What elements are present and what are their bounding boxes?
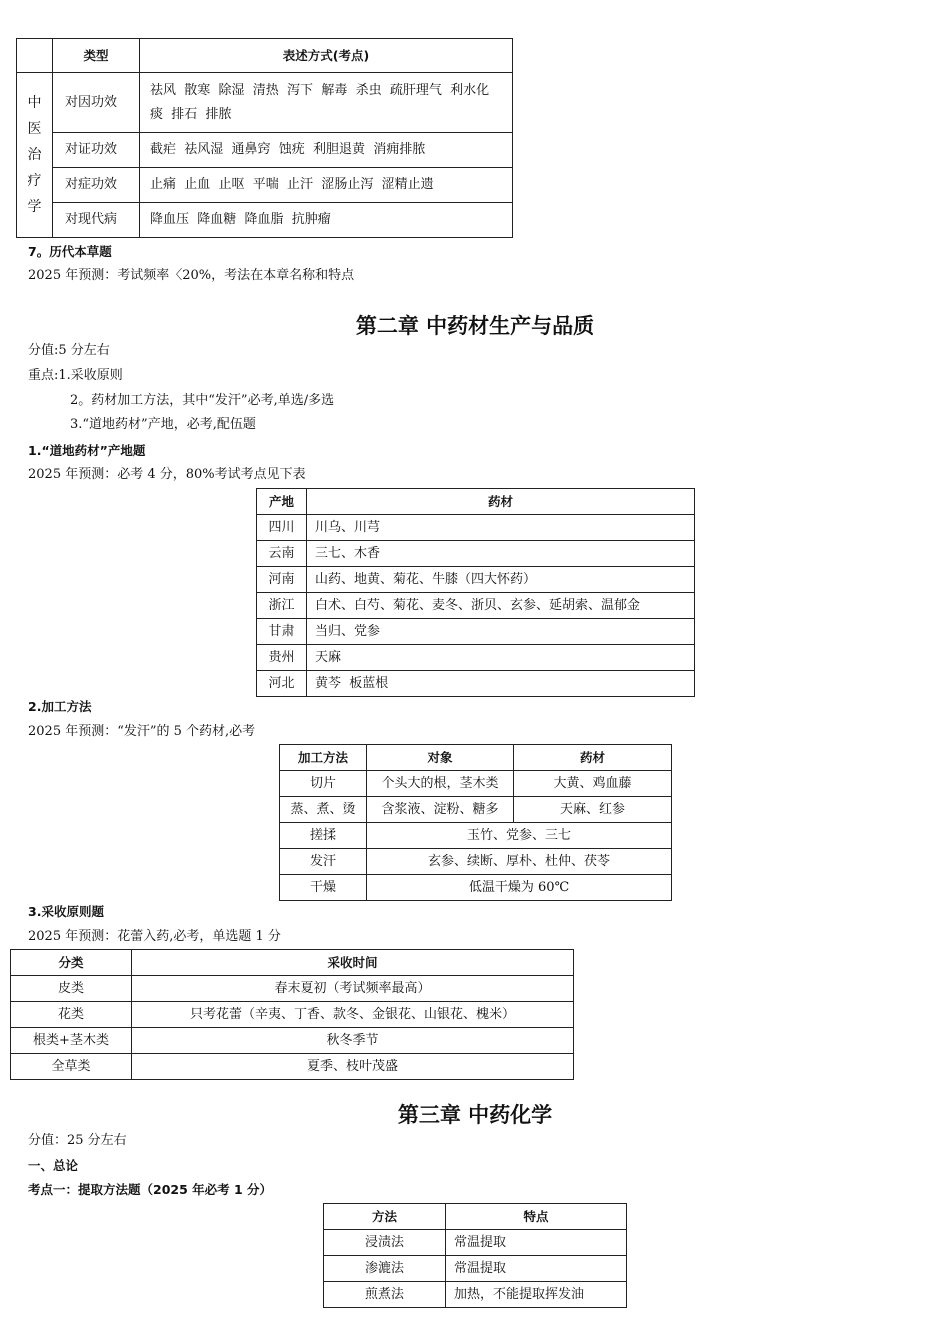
score-text: 分值:5 分左右 [28, 343, 110, 358]
table-cell: 皮类 [11, 976, 132, 1002]
table-row [324, 1256, 627, 1282]
table-cell: 搓揉 [280, 823, 367, 849]
table-cell: 当归、党参 [307, 619, 695, 645]
table-cell: 干燥 [280, 875, 367, 901]
table-header-cell [17, 39, 53, 73]
section-heading: 7。历代本草题 [28, 244, 112, 259]
table-row [280, 875, 672, 901]
harvest-table [10, 949, 574, 1080]
table-row [257, 645, 695, 671]
table-cell: 花类 [11, 1002, 132, 1028]
group-char: 治 [27, 147, 42, 163]
key-point: 2。药材加工方法，其中“发汗”必考,单选/多选 [70, 393, 335, 408]
table-row [257, 671, 695, 697]
table-cell: 玄参、续断、厚朴、杜仲、茯苓 [367, 849, 672, 875]
key-point: 3.“道地药材”产地，必考,配伍题 [70, 417, 256, 432]
section-heading: 2.加工方法 [28, 699, 92, 714]
table-row [17, 168, 513, 203]
group-label-cell [17, 73, 53, 238]
table-cell: 黄芩 板蓝根 [307, 671, 695, 697]
table-cell: 玉竹、党参、三七 [367, 823, 672, 849]
table-cell: 秋冬季节 [132, 1028, 574, 1054]
type-cell: 对因功效 [53, 73, 140, 133]
table-cell: 河南 [257, 567, 307, 593]
table-header-cell: 药材 [514, 745, 672, 771]
table-row [280, 771, 672, 797]
table-row [280, 823, 672, 849]
table-row [257, 515, 695, 541]
table-row [257, 619, 695, 645]
table-row [324, 1282, 627, 1308]
table-cell: 煎煮法 [324, 1282, 446, 1308]
method-table [323, 1203, 627, 1308]
table-row [17, 133, 513, 168]
table-row [11, 976, 574, 1002]
table-header-cell: 采收时间 [132, 950, 574, 976]
table-cell: 天麻 [307, 645, 695, 671]
content-cell: 止痛 止血 止呕 平喘 止汗 涩肠止泻 涩精止遗 [140, 168, 513, 203]
table-cell: 甘肃 [257, 619, 307, 645]
table-header-cell: 特点 [446, 1204, 627, 1230]
table-cell: 三七、木香 [307, 541, 695, 567]
table-header-cell: 对象 [367, 745, 514, 771]
group-char: 医 [27, 121, 42, 137]
table-header-row [280, 745, 672, 771]
type-cell: 对症功效 [53, 168, 140, 203]
table-header-cell: 产地 [257, 489, 307, 515]
table-cell: 含浆液、淀粉、糖多 [367, 797, 514, 823]
table-header-cell: 加工方法 [280, 745, 367, 771]
table-header-cell: 表述方式(考点) [140, 39, 513, 73]
table-header-cell: 方法 [324, 1204, 446, 1230]
chapter-title: 第二章 中药材生产与品质 [355, 314, 595, 338]
type-cell: 对证功效 [53, 133, 140, 168]
table-header-row [324, 1204, 627, 1230]
table-cell: 春末夏初（考试频率最高） [132, 976, 574, 1002]
table-row [280, 849, 672, 875]
treatment-table [16, 38, 513, 238]
table-row [280, 797, 672, 823]
prediction-text: 2025 年预测：花蕾入药,必考，单选题 1 分 [28, 929, 281, 944]
content-cell: 降血压 降血糖 降血脂 抗肿瘤 [140, 203, 513, 238]
table-row [257, 593, 695, 619]
score-text: 分值：25 分左右 [28, 1133, 127, 1148]
table-header-cell: 药材 [307, 489, 695, 515]
table-cell: 切片 [280, 771, 367, 797]
key-point: 重点:1.采收原则 [28, 368, 123, 383]
table-row [11, 1002, 574, 1028]
chapter-title: 第三章 中药化学 [397, 1103, 553, 1127]
prediction-text: 2025 年预测：考试频率〈20%，考法在本章名称和特点 [28, 268, 355, 283]
table-row [11, 1054, 574, 1080]
prediction-text: 2025 年预测：必考 4 分，80%考试考点见下表 [28, 467, 306, 482]
table-row [324, 1230, 627, 1256]
group-char: 疗 [27, 173, 42, 189]
group-char: 中 [27, 95, 42, 111]
table-cell: 渗漉法 [324, 1256, 446, 1282]
content-cell: 祛风 散寒 除湿 清热 泻下 解毒 杀虫 疏肝理气 利水化痰 排石 排脓 [140, 73, 513, 133]
table-header-row [257, 489, 695, 515]
table-cell: 河北 [257, 671, 307, 697]
section-heading: 1.“道地药材”产地题 [28, 443, 146, 458]
table-cell: 天麻、红参 [514, 797, 672, 823]
prediction-text: 2025 年预测：“发汗”的 5 个药材,必考 [28, 724, 256, 739]
table-header-row [17, 39, 513, 73]
table-cell: 根类+茎木类 [11, 1028, 132, 1054]
process-table [279, 744, 672, 901]
type-cell: 对现代病 [53, 203, 140, 238]
table-row [257, 541, 695, 567]
table-cell: 夏季、枝叶茂盛 [132, 1054, 574, 1080]
table-cell: 发汗 [280, 849, 367, 875]
table-cell: 只考花蕾（辛夷、丁香、款冬、金银花、山银花、槐米） [132, 1002, 574, 1028]
table-cell: 浸渍法 [324, 1230, 446, 1256]
table-cell: 个头大的根，茎木类 [367, 771, 514, 797]
table-cell: 四川 [257, 515, 307, 541]
table-row [11, 1028, 574, 1054]
table-row [17, 73, 513, 133]
table-cell: 常温提取 [446, 1256, 627, 1282]
table-cell: 常温提取 [446, 1230, 627, 1256]
table-cell: 浙江 [257, 593, 307, 619]
table-cell: 山药、地黄、菊花、牛膝（四大怀药） [307, 567, 695, 593]
table-cell: 蒸、煮、烫 [280, 797, 367, 823]
table-cell: 云南 [257, 541, 307, 567]
table-row [257, 567, 695, 593]
group-char: 学 [27, 199, 42, 215]
table-cell: 加热，不能提取挥发油 [446, 1282, 627, 1308]
section-heading: 考点一：提取方法题（2025 年必考 1 分） [28, 1182, 273, 1197]
table-header-cell: 分类 [11, 950, 132, 976]
content-cell: 截疟 祛风湿 通鼻窍 蚀疣 利胆退黄 消痈排脓 [140, 133, 513, 168]
origin-table [256, 488, 695, 697]
table-cell: 低温干燥为 60℃ [367, 875, 672, 901]
section-heading: 3.采收原则题 [28, 904, 104, 919]
section-heading: 一、总论 [28, 1158, 79, 1173]
table-cell: 全草类 [11, 1054, 132, 1080]
table-cell: 贵州 [257, 645, 307, 671]
table-header-cell: 类型 [53, 39, 140, 73]
table-cell: 白术、白芍、菊花、麦冬、浙贝、玄参、延胡索、温郁金 [307, 593, 695, 619]
table-header-row [11, 950, 574, 976]
table-row [17, 203, 513, 238]
table-cell: 大黄、鸡血藤 [514, 771, 672, 797]
table-cell: 川乌、川芎 [307, 515, 695, 541]
